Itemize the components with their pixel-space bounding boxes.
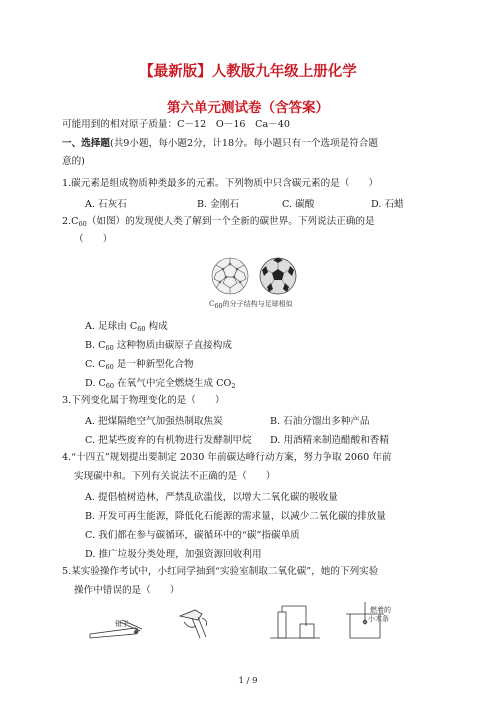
caption-c: C bbox=[209, 300, 215, 308]
q4-stem-line2: 实现碳中和。下列有关说法不正确的是（ ） bbox=[74, 471, 276, 482]
q1-option-d: D. 石蜡 bbox=[371, 199, 404, 210]
q2c-post: 是一种新型化合物 bbox=[113, 359, 194, 370]
section1-note-line2: 意的) bbox=[62, 156, 85, 167]
question-2-stem bbox=[62, 215, 375, 231]
question-3-num: 3. bbox=[62, 395, 72, 406]
section1-heading: 一、选择题 bbox=[62, 138, 110, 149]
caption-rest: 的分子结构与足球相似 bbox=[222, 300, 293, 308]
section1-note-line1: (共9小题，每小题2分，计18分。每小题只有一个选项是符合题 bbox=[109, 138, 378, 149]
document-title: 【最新版】人教版九年级上册化学 bbox=[139, 64, 357, 80]
question-5-num: 5. bbox=[62, 566, 72, 577]
question-4-num: 4. bbox=[62, 452, 72, 463]
question-1-stem bbox=[62, 177, 378, 190]
q2-option-a bbox=[85, 318, 168, 333]
q3-option-d: D. 用酒精来制造醋酸和香精 bbox=[270, 435, 389, 446]
q2b-pre: B. C bbox=[85, 340, 106, 351]
q2-stem-line2: （ ） bbox=[74, 234, 113, 245]
q4-option-a: A. 提倡植树造林，严禁乱砍滥伐，以增大二氧化碳的吸收量 bbox=[85, 492, 338, 503]
q1-option-a: A. 石灰石 bbox=[85, 199, 127, 210]
question-4-text: “十四五”规划提出要制定 2030 年前碳达峰行动方案，努力争取 2060 年前 bbox=[71, 452, 392, 463]
burning-stick-label-2: 小木条 bbox=[368, 615, 389, 623]
question-5-stem bbox=[62, 565, 378, 578]
q3-option-b: B. 石油分馏出多种产品 bbox=[270, 416, 370, 427]
burning-stick-label-1: 燃着的 bbox=[370, 606, 391, 614]
gas-generator-figure bbox=[270, 606, 320, 638]
q2d-pre: D. C bbox=[85, 378, 106, 389]
caption-sub: 60 bbox=[214, 302, 223, 310]
q5-stem-line2: 操作中错误的是（ ） bbox=[74, 585, 180, 596]
tweezers-label: 镊子 bbox=[115, 620, 129, 628]
soccer-ball-image bbox=[260, 258, 296, 294]
page-number: 1 / 9 bbox=[238, 676, 258, 686]
q2-option-b bbox=[85, 337, 232, 352]
q2-stem-rest: （如图）的发现使人类了解到一个全新的碳世界。下列说法正确的是 bbox=[86, 216, 375, 227]
q2-stem-c: C bbox=[71, 216, 79, 227]
atomic-mass-line: 可能用到的相对原子质量：C－12 O－16 Ca－40 bbox=[62, 119, 290, 130]
q3-option-a: A. 把煤隔绝空气加强热制取焦炭 bbox=[85, 416, 223, 427]
question-3-stem bbox=[62, 394, 225, 407]
q2b-post: 这种物质由碳原子直接构成 bbox=[113, 340, 232, 351]
q2b-sub: 60 bbox=[105, 344, 114, 352]
document-subtitle: 第六单元测试卷（含答案） bbox=[167, 100, 329, 116]
test-tube-tweezers-figure bbox=[90, 620, 142, 638]
q2c-sub: 60 bbox=[105, 363, 114, 371]
c60-molecule-image bbox=[212, 258, 248, 294]
q2-option-c bbox=[85, 356, 194, 371]
c60-figure-caption bbox=[209, 299, 293, 310]
gas-jar-burning-stick-figure bbox=[346, 602, 384, 638]
q2a-pre: A. 足球由 C bbox=[85, 321, 138, 332]
q1-option-c: C. 碳酸 bbox=[282, 199, 315, 210]
q4-option-d: D. 推广垃圾分类处理，加强资源回收利用 bbox=[85, 549, 262, 560]
q1-option-b: B. 金刚石 bbox=[197, 199, 239, 210]
q2a-post: 构成 bbox=[145, 321, 168, 332]
q2a-sub: 60 bbox=[137, 325, 146, 333]
pouring-liquid-figure bbox=[180, 610, 207, 638]
q3-option-c: C. 把某些废弃的有机物进行发酵制甲烷 bbox=[85, 435, 252, 446]
question-3-text: 下列变化属于物理变化的是（ ） bbox=[71, 395, 225, 406]
q2d-post: 在氧气中完全燃烧生成 CO bbox=[114, 378, 232, 389]
question-5-text: 某实验操作考试中，小红同学抽到“实验室制取二氧化碳”，她的下列实验 bbox=[71, 566, 379, 577]
q2d-sub: 60 bbox=[105, 382, 115, 390]
q2d-sub2: 2 bbox=[231, 382, 236, 390]
question-4-stem bbox=[62, 451, 391, 464]
question-1-num: 1. bbox=[62, 178, 72, 189]
q2-stem-sub: 60 bbox=[78, 220, 87, 228]
q5-apparatus-figures bbox=[80, 600, 420, 640]
q4-option-b: B. 开发可再生能源，降低化石能源的需求量，以减少二氧化碳的排放量 bbox=[85, 511, 386, 522]
q2-option-d bbox=[85, 375, 235, 390]
q4-option-c: C. 我们都在参与碳循环，碳循环中的“碳”指碳单质 bbox=[85, 530, 300, 541]
question-1-text: 碳元素是组成物质种类最多的元素。下列物质中只含碳元素的是（ ） bbox=[71, 178, 379, 189]
section1-heading-line bbox=[62, 137, 378, 150]
q2c-pre: C. C bbox=[85, 359, 106, 370]
question-2-num: 2. bbox=[62, 216, 72, 227]
c60-figure bbox=[206, 255, 302, 297]
